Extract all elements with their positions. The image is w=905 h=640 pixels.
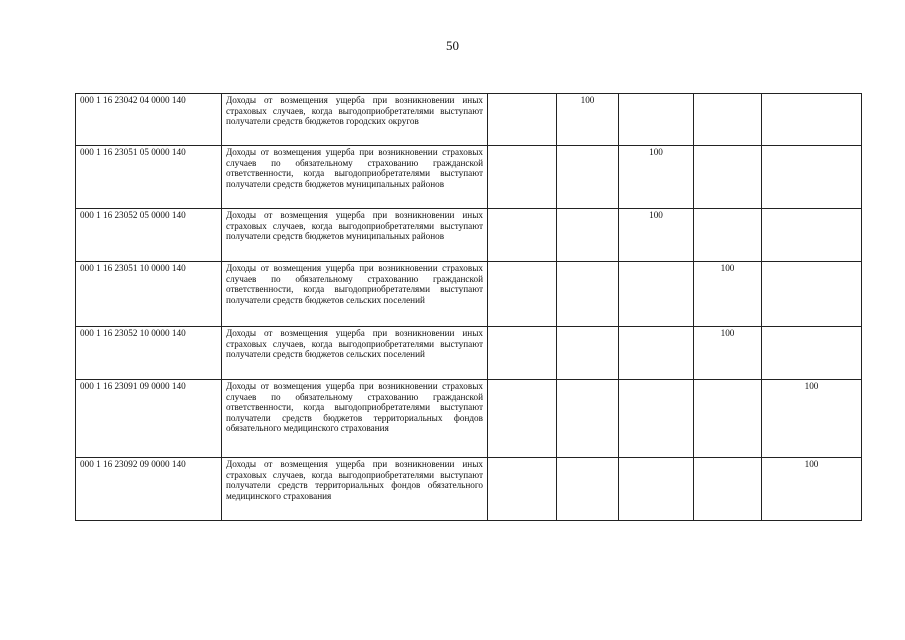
table-row bbox=[76, 146, 862, 209]
percentage-cell bbox=[694, 458, 762, 521]
percentage-cell: 100 bbox=[619, 146, 694, 209]
percentage-cell: 100 bbox=[762, 458, 862, 521]
budget-code-cell: 000 1 16 23091 09 0000 140 bbox=[76, 380, 222, 458]
page-number: 50 bbox=[446, 38, 459, 53]
table-body bbox=[76, 94, 862, 521]
percentage-cell bbox=[557, 146, 619, 209]
revenue-description-cell: Доходы от возмещения ущерба при возникновении страховых случаев по обязательному страхованию гражданской ответственности, когда выгодоприобретателями выступают получатели средств бюджетов территориальных фондов обязательного медицинского страхования bbox=[222, 380, 488, 458]
percentage-cell: 100 bbox=[694, 327, 762, 380]
percentage-cell bbox=[488, 458, 557, 521]
percentage-cell bbox=[557, 262, 619, 327]
percentage-cell bbox=[488, 209, 557, 262]
percentage-cell bbox=[557, 380, 619, 458]
percentage-cell: 100 bbox=[557, 94, 619, 146]
percentage-cell bbox=[619, 327, 694, 380]
percentage-cell bbox=[694, 209, 762, 262]
percentage-cell: 100 bbox=[694, 262, 762, 327]
percentage-cell bbox=[488, 380, 557, 458]
revenue-description-cell: Доходы от возмещения ущерба при возникновении иных страховых случаев, когда выгодоприобретателями выступают получатели средств бюджетов сельских поселений bbox=[222, 327, 488, 380]
table-row bbox=[76, 209, 862, 262]
table-row bbox=[76, 94, 862, 146]
table-row bbox=[76, 380, 862, 458]
revenue-description-cell: Доходы от возмещения ущерба при возникновении иных страховых случаев, когда выгодоприобретателями выступают получатели средств бюджетов городских округов bbox=[222, 94, 488, 146]
percentage-cell bbox=[619, 262, 694, 327]
percentage-cell bbox=[619, 94, 694, 146]
budget-code-cell: 000 1 16 23051 10 0000 140 bbox=[76, 262, 222, 327]
percentage-cell bbox=[762, 262, 862, 327]
revenue-description-cell: Доходы от возмещения ущерба при возникновении страховых случаев по обязательному страхованию гражданской ответственности, когда выгодоприобретателями выступают получатели средств бюджетов сельских поселений bbox=[222, 262, 488, 327]
percentage-cell bbox=[762, 94, 862, 146]
revenue-description-cell: Доходы от возмещения ущерба при возникновении иных страховых случаев, когда выгодоприобретателями выступают получатели средств бюджетов муниципальных районов bbox=[222, 209, 488, 262]
revenue-table bbox=[75, 93, 862, 521]
percentage-cell bbox=[762, 209, 862, 262]
percentage-cell bbox=[762, 327, 862, 380]
percentage-cell bbox=[762, 146, 862, 209]
percentage-cell bbox=[694, 94, 762, 146]
percentage-cell bbox=[488, 327, 557, 380]
percentage-cell bbox=[619, 458, 694, 521]
budget-code-cell: 000 1 16 23051 05 0000 140 bbox=[76, 146, 222, 209]
revenue-description-cell: Доходы от возмещения ущерба при возникновении страховых случаев по обязательному страхованию гражданской ответственности, когда выгодоприобретателями выступают получатели средств бюджетов муниципальных районов bbox=[222, 146, 488, 209]
percentage-cell bbox=[557, 327, 619, 380]
percentage-cell bbox=[488, 94, 557, 146]
table-row bbox=[76, 262, 862, 327]
percentage-cell bbox=[694, 146, 762, 209]
percentage-cell bbox=[488, 262, 557, 327]
percentage-cell bbox=[557, 458, 619, 521]
budget-code-cell: 000 1 16 23052 10 0000 140 bbox=[76, 327, 222, 380]
percentage-cell: 100 bbox=[619, 209, 694, 262]
percentage-cell bbox=[557, 209, 619, 262]
budget-code-cell: 000 1 16 23042 04 0000 140 bbox=[76, 94, 222, 146]
percentage-cell: 100 bbox=[762, 380, 862, 458]
percentage-cell bbox=[488, 146, 557, 209]
budget-code-cell: 000 1 16 23092 09 0000 140 bbox=[76, 458, 222, 521]
budget-code-cell: 000 1 16 23052 05 0000 140 bbox=[76, 209, 222, 262]
table-row bbox=[76, 458, 862, 521]
percentage-cell bbox=[694, 380, 762, 458]
table-row bbox=[76, 327, 862, 380]
revenue-description-cell: Доходы от возмещения ущерба при возникновении иных страховых случаев, когда выгодоприобретателями выступают получатели средств территориальных фондов обязательного медицинского страхования bbox=[222, 458, 488, 521]
percentage-cell bbox=[619, 380, 694, 458]
